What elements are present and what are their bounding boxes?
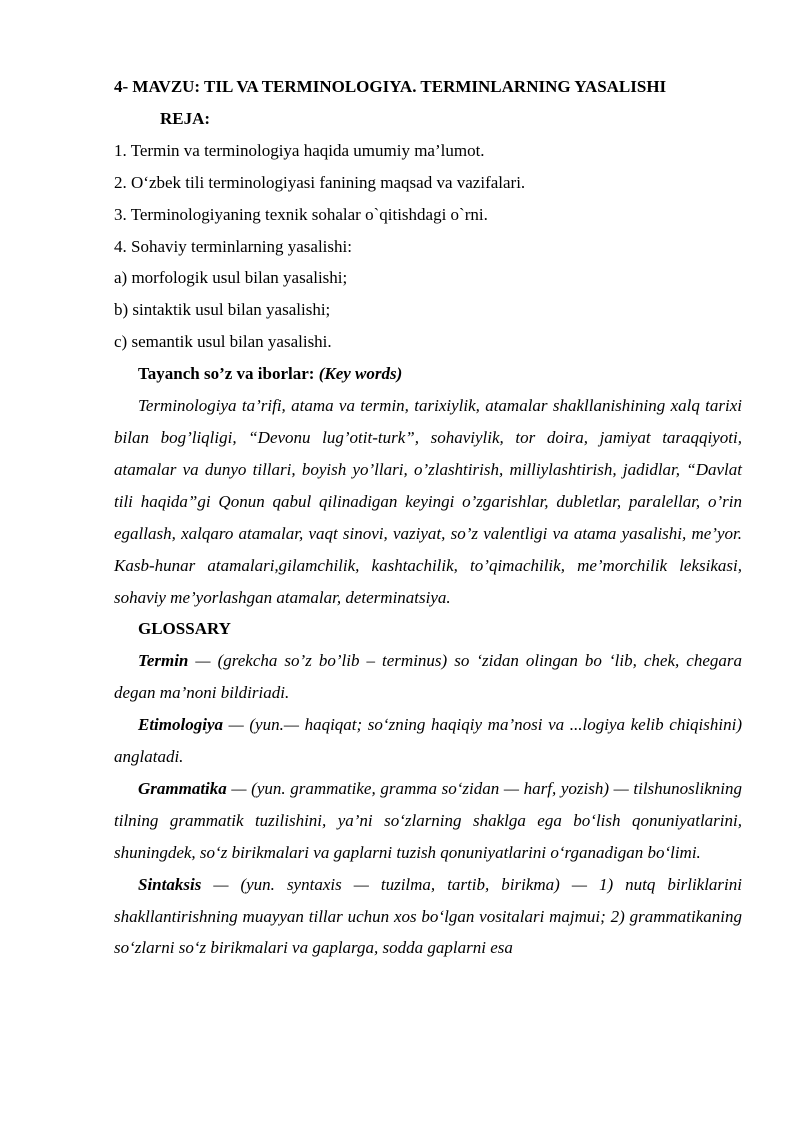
plan-item: c) semantik usul bilan yasalishi.: [114, 332, 332, 352]
glossary-entry: [114, 773, 742, 869]
keywords-heading-en: (Key words): [318, 364, 403, 384]
keywords-heading-label: Tayanch so’z va iborlar:: [138, 364, 315, 384]
glossary-entry: [114, 645, 742, 709]
plan-item: 2. O‘zbek tili terminologiyasi fanining maqsad va vazifalari.: [114, 172, 526, 192]
glossary-definition: — (yun.— haqiqat; so‘zning haqiqiy ma’nosi va ...logiya kelib chiqishini) anglatadi.: [114, 715, 742, 767]
glossary-term: Grammatika: [138, 778, 227, 798]
document-title: 4- MAVZU: TIL VA TERMINOLOGIYA. TERMINLARNING YASALISHI: [114, 77, 667, 96]
glossary-heading: GLOSSARY: [138, 619, 231, 639]
glossary-definition: — (grekcha so’z bo’lib – terminus) so ‘zidan olingan bo ‘lib, chek, chegara degan ma’noni bildiriadi.: [114, 651, 742, 703]
keywords-text: Terminologiya ta’rifi, atama va termin, tarixiylik, atamalar shakllanishining xalq tarixi bilan bog’liqligi, “Devonu lug’otit-turk”, sohaviylik, tor doira, jamiyat taraqqiyoti, atamalar va dunyo tillari, boyish yo’llari, o’zlashtirish, milliylashtirish, jadidlar, “Davlat tili haqida”gi Qonun qabul qilinadigan keyingi o’zgarishlar, dubletlar, paralellar, o’rin egallash, xalqaro atamalar, vaqt sinovi, vaziyat, so’z valentligi va atama yasalishi, me’yor. Kasb-hunar atamalari,gilamchilik, kashtachilik, to’qimachilik, me’morchilik leksikasi, sohaviy me’yorlashgan atamalar, determinatsiya.: [114, 396, 742, 607]
plan-item: a) morfologik usul bilan yasalishi;: [114, 268, 348, 288]
plan-heading: REJA:: [160, 108, 211, 128]
glossary-definition: — (yun. grammatike, gramma so‘zidan — harf, yozish) — tilshunoslikning tilning grammatik tuzilishini, ya’ni so‘zlarning shaklga ega bo‘lish qonuniyatlarini, shuningdek, so‘z birikmalari va gaplarni tuzish qonuniyatlarini o‘rganadigan bo‘limi.: [114, 778, 742, 862]
glossary-entry: [114, 709, 742, 773]
document-page: [114, 71, 742, 964]
glossary-entry: [114, 869, 742, 965]
plan-item: 3. Terminologiyaning texnik sohalar o`qitishdagi o`rni.: [114, 204, 488, 224]
plan-item: 4. Sohaviy terminlarning yasalishi:: [114, 236, 352, 256]
plan-item: 1. Termin va terminologiya haqida umumiy ma’lumot.: [114, 140, 485, 160]
glossary-term: Termin: [138, 651, 189, 671]
keywords-heading: [114, 358, 742, 390]
keywords-paragraph: [114, 390, 742, 613]
glossary-definition: — (yun. syntaxis — tuzilma, tartib, birikma) — 1) nutq birliklarini shakllantirishning muayyan tillar uchun xos bo‘lgan vositalari majmui; 2) grammatikaning so‘zlarni so‘z birikmalari va gaplarga, sodda gaplarni esa: [114, 874, 742, 958]
glossary-term: Sintaksis: [138, 874, 202, 894]
plan-item: b) sintaktik usul bilan yasalishi;: [114, 300, 331, 320]
glossary-term: Etimologiya: [138, 715, 223, 735]
